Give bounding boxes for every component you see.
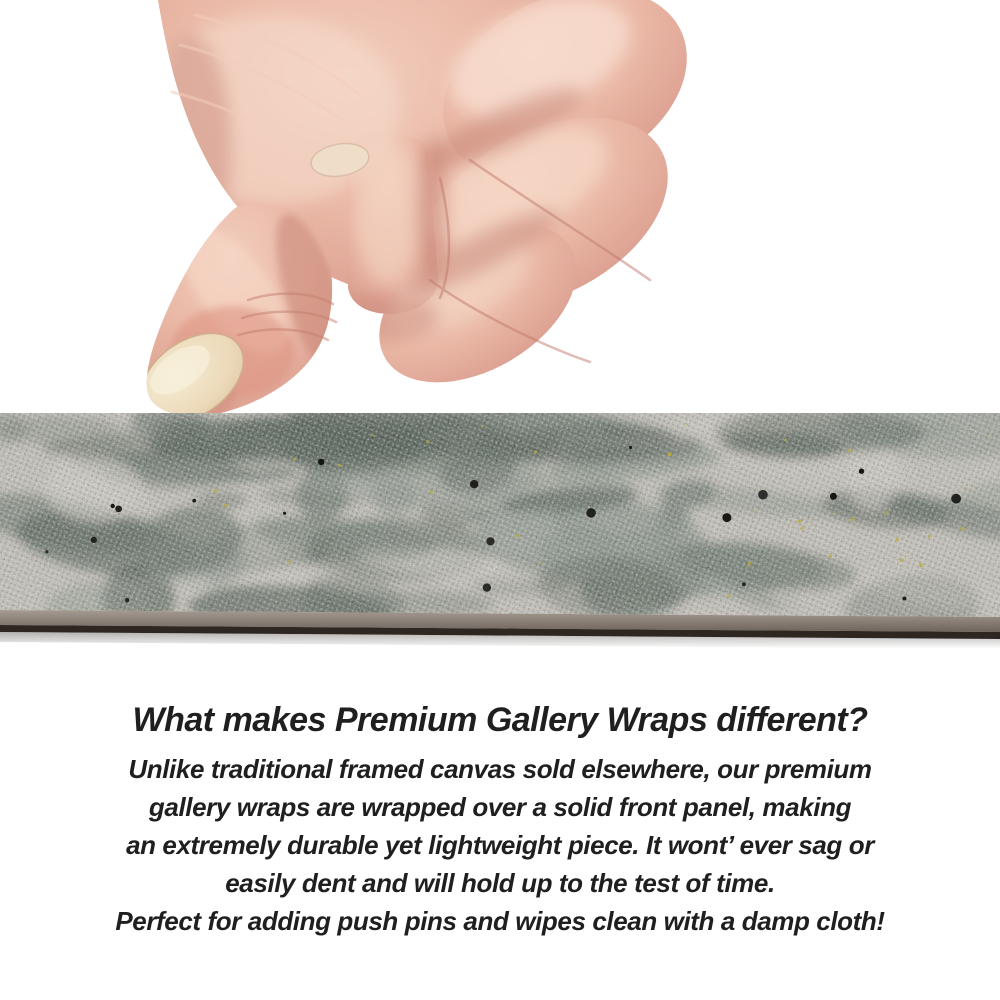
marketing-copy xyxy=(0,698,1000,940)
body-line: Unlike traditional framed canvas sold elsewhere, our premium xyxy=(128,754,872,784)
body-line: Perfect for adding push pins and wipes clean with a damp cloth! xyxy=(115,906,885,936)
headline: What makes Premium Gallery Wraps different? xyxy=(132,701,868,739)
canvas-texture xyxy=(0,413,1000,653)
hand-photo xyxy=(120,0,700,432)
canvas-edge-strip xyxy=(0,413,1000,653)
body-line: gallery wraps are wrapped over a solid front panel, making xyxy=(148,792,852,822)
body-line: easily dent and will hold up to the test of time. xyxy=(225,868,775,898)
body-line: an extremely durable yet lightweight piece. It wont’ ever sag or xyxy=(126,830,874,860)
hand-illustration xyxy=(120,0,700,432)
